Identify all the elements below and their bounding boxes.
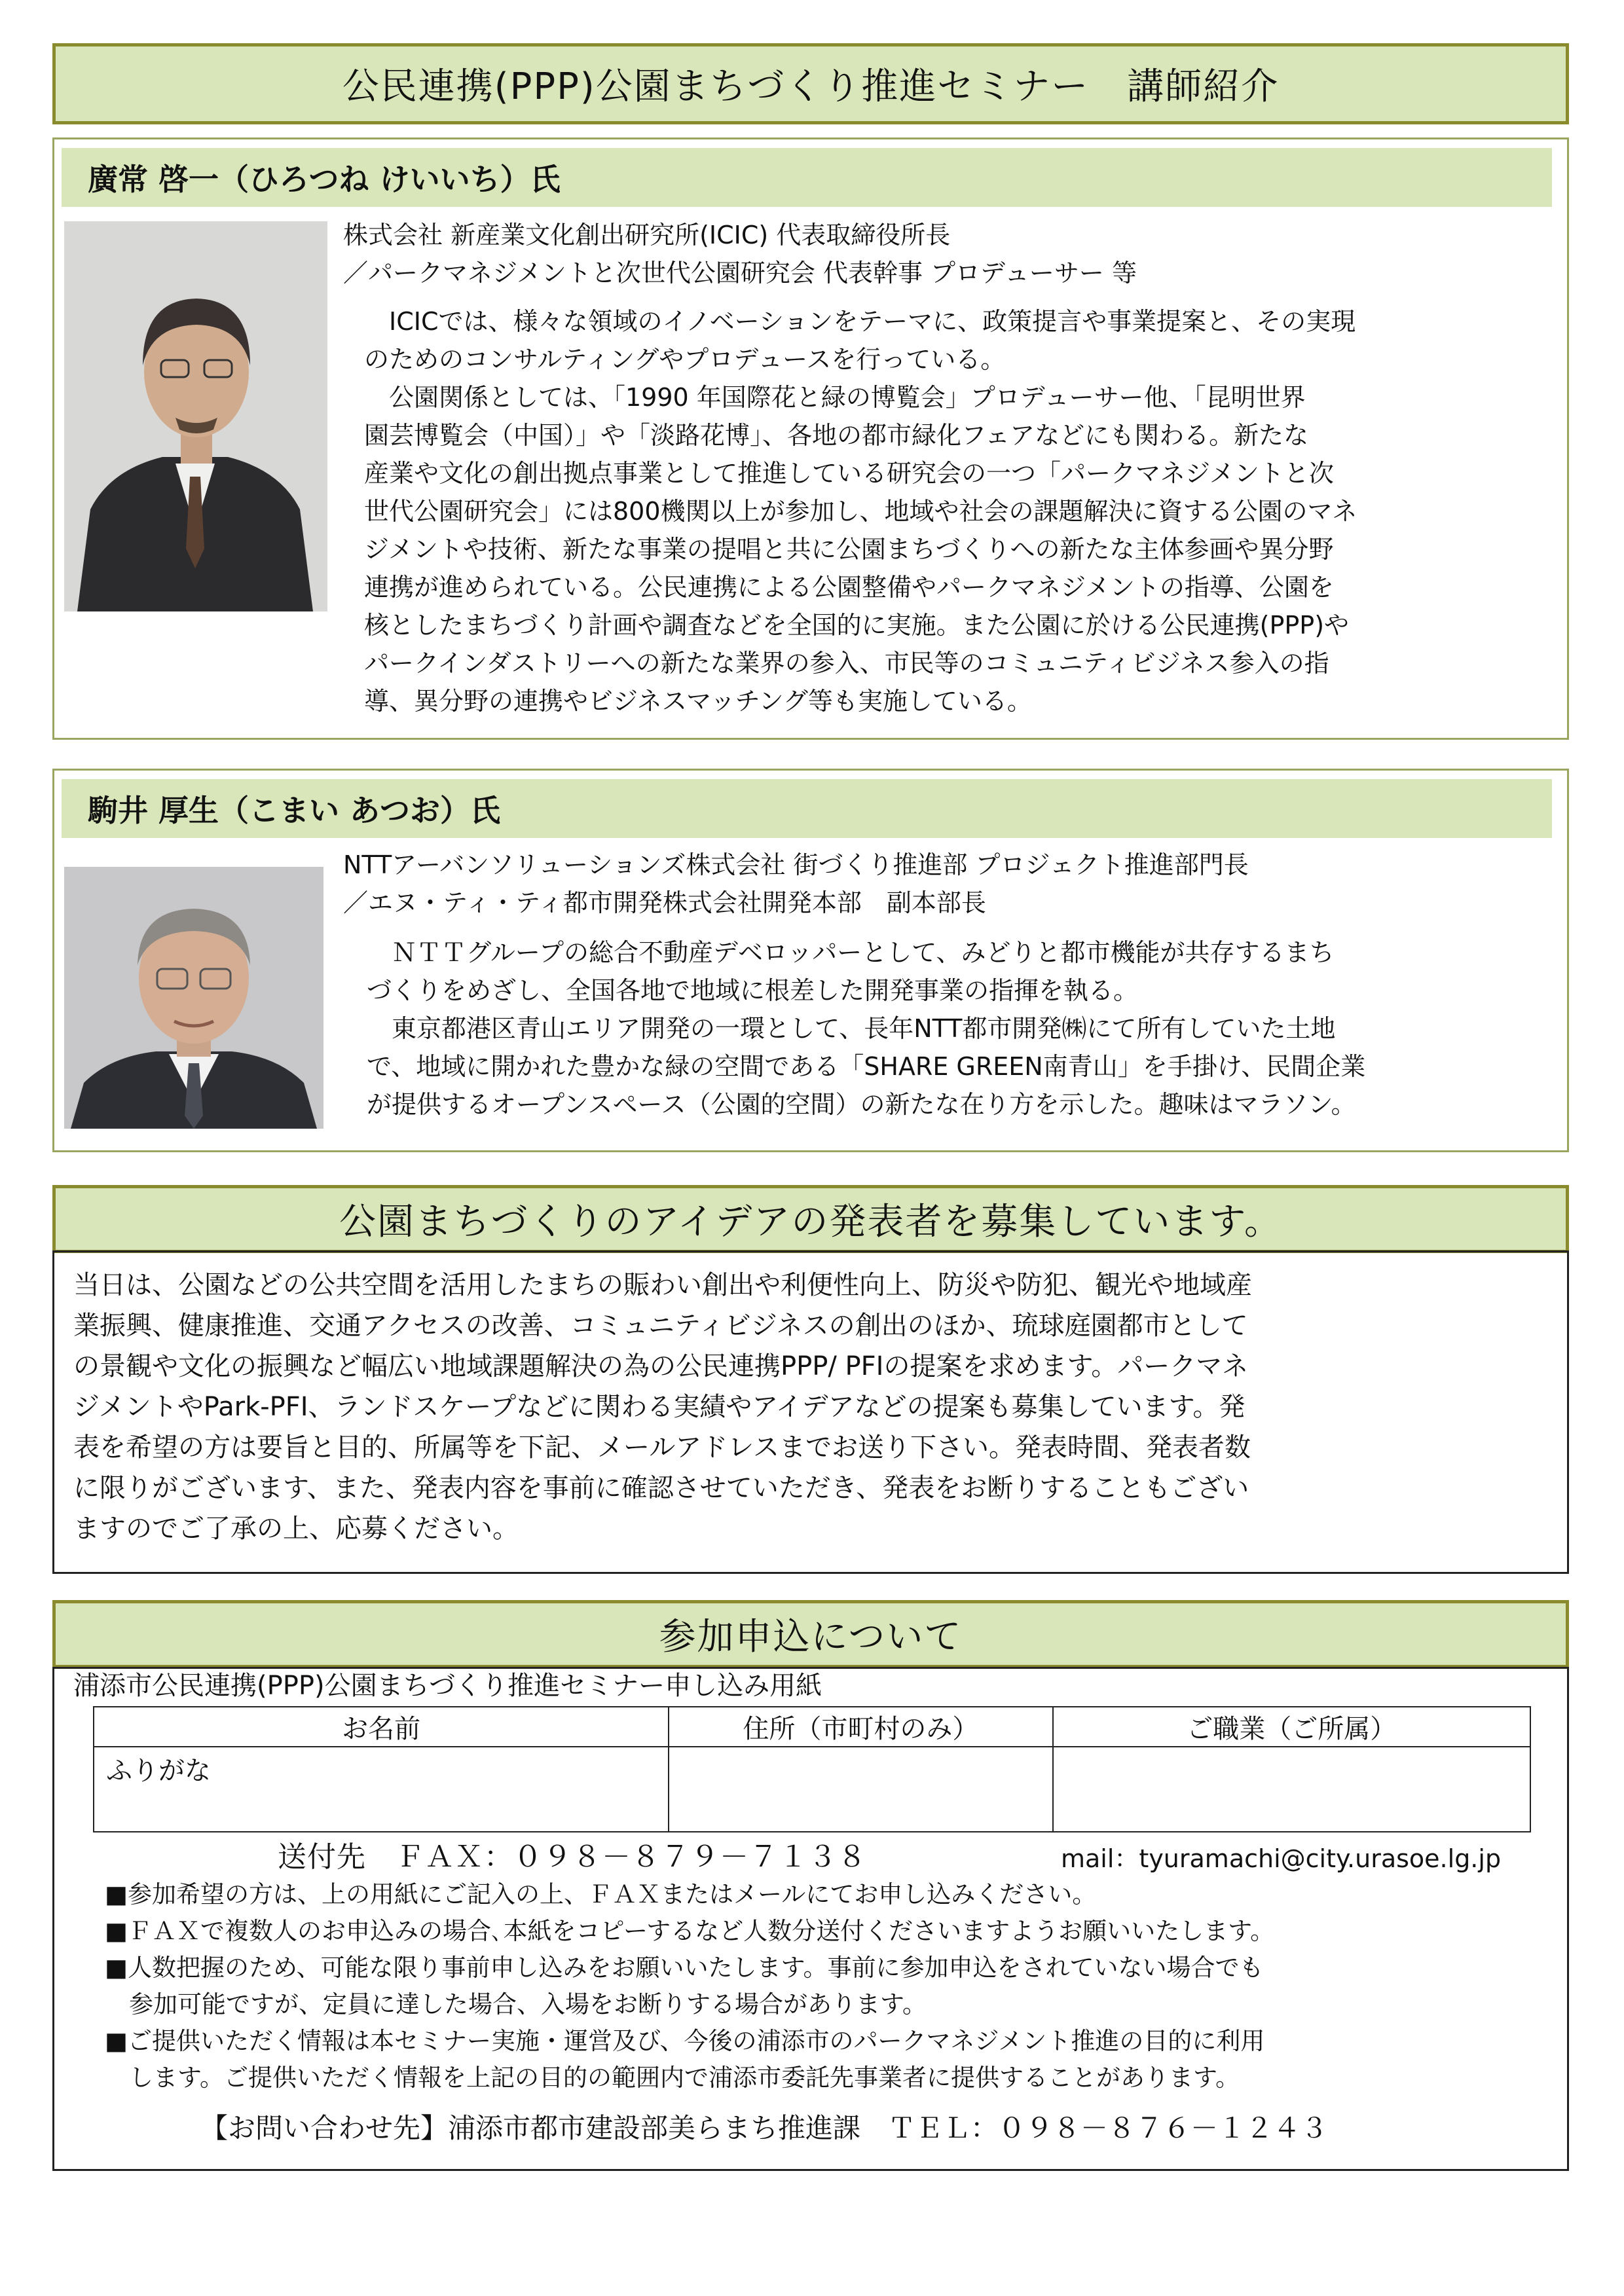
ideas-line: に限りがございます、また、発表内容を事前に確認させていただき、発表をお断りすることもござい <box>73 1473 1249 1503</box>
application-header-band <box>52 1600 1569 1668</box>
speaker-role-line: ／エヌ・ティ・ティ都市開発株式会社開発本部 副本部長 <box>343 888 986 917</box>
bio-line: ジメントや技術、新たな事業の提唱と共に公園まちづくりへの新たな主体参画や異分野 <box>364 535 1334 564</box>
speaker-roles-1 <box>343 216 1555 292</box>
speaker-name-bar-1 <box>62 148 1552 207</box>
bio-line: ICICでは、様々な領域のイノベーションをテーマに、政策提言や事業提案と、その実現 <box>364 307 1356 336</box>
contact-info: 【お問い合わせ先】浦添市都市建設部美らまち推進課 ＴＥＬ：０９８－８７６－１２４３ <box>200 2112 1329 2144</box>
bio-line: 導、異分野の連携やビジネスマッチング等も実施している。 <box>364 687 1032 716</box>
speaker-roles-2 <box>343 846 1555 922</box>
column-header-address: 住所（市町村のみ） <box>669 1707 1052 1747</box>
bio-line: づくりをめざし、全国各地で地域に根差した開発事業の指揮を執る。 <box>367 976 1139 1005</box>
bio-line: 東京都港区青山エリア開発の一環として、長年NTT都市開発㈱にて所有していた土地 <box>367 1014 1336 1043</box>
note-line: します。ご提供いただく情報を上記の目的の範囲内で浦添市委託先事業者に提供することがあります。 <box>105 2064 1240 2092</box>
speaker-name-1: 廣常 啓一（ひろつね けいいち）氏 <box>88 162 561 197</box>
occupation-input[interactable] <box>1053 1747 1530 1832</box>
speaker-photo-2 <box>64 867 323 1129</box>
ideas-line: 当日は、公園などの公共空間を活用したまちの賑わい創出や利便性向上、防災や防犯、観光や地域産 <box>73 1270 1252 1300</box>
bio-line: のためのコンサルティングやプロデュースを行っている。 <box>364 345 1006 374</box>
column-header-occupation: ご職業（ご所属） <box>1053 1707 1530 1747</box>
speaker-bio-1 <box>364 302 1556 720</box>
speaker-role-line: 株式会社 新産業文化創出研究所(ICIC) 代表取締役所長 <box>343 221 951 249</box>
ideas-line: ジメントやPark-PFI、ランドスケープなどに関わる実績やアイデアなどの提案も募集しています。発 <box>73 1392 1246 1422</box>
ideas-header-band <box>52 1185 1569 1253</box>
bio-line: で、地域に開かれた豊かな緑の空間である「SHARE GREEN南青山」を手掛け、民間企業 <box>367 1052 1366 1081</box>
page-title: 公民連携(PPP)公園まちづくり推進セミナー 講師紹介 <box>342 65 1280 108</box>
bio-line: 公園関係としては、「1990 年国際花と緑の博覧会」プロデューサー他、「昆明世界 <box>364 383 1306 412</box>
bio-line: パークインダストリーへの新たな業界の参入、市民等のコミュニティビジネス参入の指 <box>364 649 1329 678</box>
bio-line: 園芸博覧会（中国）」や「淡路花博」、各地の都市緑化フェアなどにも関わる。新たな <box>364 421 1309 450</box>
bio-line: 核としたまちづくり計画や調査などを全国的に実施。また公園に於ける公民連携(PPP)や <box>364 611 1350 640</box>
fax-number: 送付先 ＦＡＸ：０９８－８７９－７１３８ <box>278 1840 867 1874</box>
bio-line: 世代公園研究会」には800機関以上が参加し、地域や社会の課題解決に資する公園のマネ <box>364 497 1357 526</box>
column-header-name: お名前 <box>94 1707 669 1747</box>
bio-line: 産業や文化の創出拠点事業として推進している研究会の一つ「パークマネジメントと次 <box>364 459 1334 488</box>
speaker-name-bar-2 <box>62 779 1552 838</box>
address-input[interactable] <box>669 1747 1052 1832</box>
ideas-line: 業振興、健康推進、交通アクセスの改善、コミュニティビジネスの創出のほか、琉球庭園都市として <box>73 1311 1248 1341</box>
speaker-photo-1 <box>64 221 327 611</box>
ideas-header: 公園まちづくりのアイデアの発表者を募集しています。 <box>339 1201 1282 1243</box>
note-line: ■ご提供いただく情報は本セミナー実施・運営及び、今後の浦添市のパークマネジメント推進の目的に利用 <box>105 2027 1265 2055</box>
speaker-portrait-1 <box>64 221 327 611</box>
speaker-portrait-2 <box>64 867 323 1129</box>
note-line: ■人数把握のため、可能な限り事前申し込みをお願いいたします。事前に参加申込をされていない場合でも <box>105 1954 1264 1982</box>
page-title-band <box>52 43 1569 124</box>
mail-address[interactable]: mail：tyuramachi@city.urasoe.lg.jp <box>1061 1844 1502 1873</box>
note-line: ■参加希望の方は、上の用紙にご記入の上、ＦＡＸまたはメールにてお申し込みください。 <box>105 1880 1097 1908</box>
bio-line: 連携が進められている。公民連携による公園整備やパークマネジメントの指導、公園を <box>364 573 1334 602</box>
application-header: 参加申込について <box>659 1616 963 1658</box>
note-line: ■ＦＡＸで複数人のお申込みの場合､本紙をコピーするなど人数分送付くださいますようお願いいたします。 <box>105 1917 1275 1945</box>
speaker-name-2: 駒井 厚生（こまい あつお）氏 <box>88 793 501 828</box>
name-input[interactable] <box>94 1747 669 1832</box>
note-line: 参加可能ですが、定員に達した場合、入場をお断りする場合があります。 <box>105 1990 927 2018</box>
speaker-role-line: NTTアーバンソリューションズ株式会社 街づくり推進部 プロジェクト推進部門長 <box>343 850 1249 879</box>
ideas-line: ますのでご了承の上、応募ください。 <box>73 1514 519 1544</box>
application-form-table <box>93 1706 1531 1832</box>
form-title: 浦添市公民連携(PPP)公園まちづくり推進セミナー申し込み用紙 <box>73 1671 822 1701</box>
ideas-body <box>73 1265 1553 1549</box>
ideas-line: の景観や文化の振興など幅広い地域課題解決の為の公民連携PPP/ PFIの提案を求めます。パークマネ <box>73 1351 1249 1381</box>
speaker-bio-2 <box>367 934 1559 1123</box>
bio-line: が提供するオープンスペース（公園的空間）の新たな在り方を示した。趣味はマラソン。 <box>367 1090 1356 1119</box>
ideas-line: 表を希望の方は要旨と目的、所属等を下記、メールアドレスまでお送り下さい。発表時間、発表者数 <box>73 1432 1251 1463</box>
bio-line: ＮＴＴグループの総合不動産デベロッパーとして、みどりと都市機能が共存するまち <box>367 938 1335 967</box>
application-notes <box>105 1876 1559 2096</box>
furigana-label: ふりがな <box>106 1756 211 1786</box>
speaker-role-line: ／パークマネジメントと次世代公園研究会 代表幹事 プロデューサー 等 <box>343 259 1137 287</box>
